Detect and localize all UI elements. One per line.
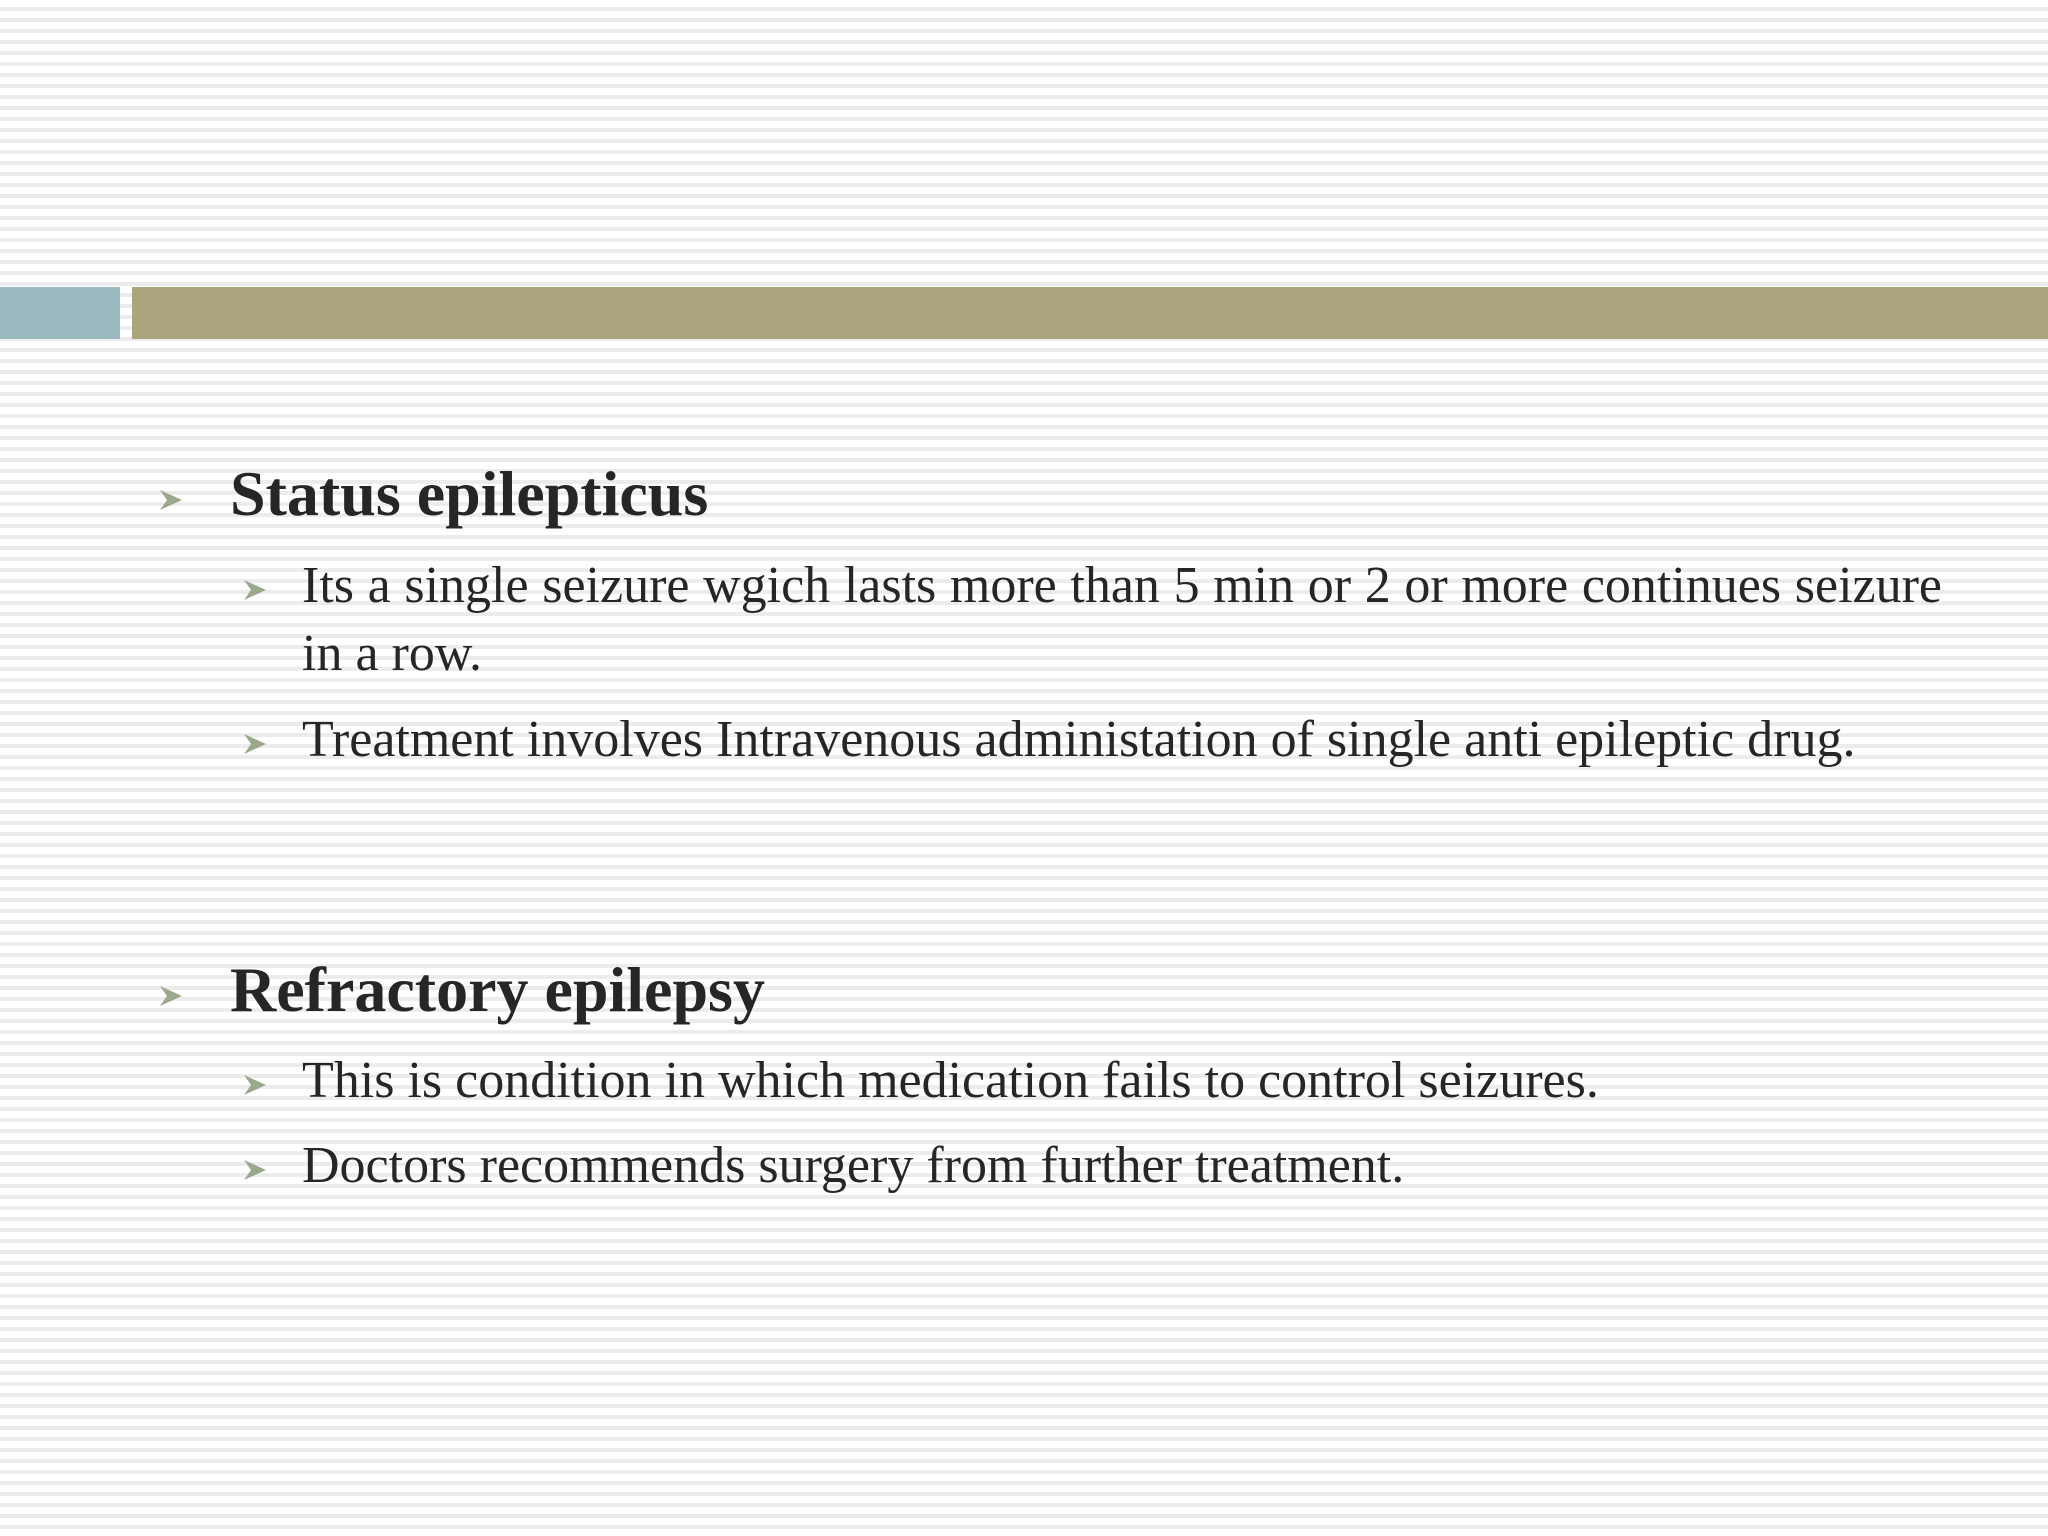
bullet-point-text: This is condition in which medication fails to control seizures.: [302, 1052, 1599, 1109]
arrow-bullet-icon: [242, 1072, 268, 1098]
arrow-bullet-icon: [158, 983, 184, 1009]
title-bar: [132, 287, 2048, 339]
arrow-bullet-icon: [242, 731, 268, 757]
arrow-bullet-icon: [242, 577, 268, 603]
section-heading-status-epilepticus: Status epilepticus: [230, 458, 709, 529]
section-heading-refractory-epilepsy: Refractory epilepsy: [230, 954, 765, 1025]
arrow-bullet-icon: [242, 1157, 268, 1183]
accent-block: [0, 287, 120, 339]
bullet-point-text: Treatment involves Intravenous administation of single anti epileptic drug.: [302, 711, 1856, 768]
bullet-point-text: Its a single seizure wgich lasts more than 5 min or 2 or more continues seizure in a row.: [302, 557, 1942, 682]
bullet-point-text: Doctors recommends surgery from further treatment.: [302, 1137, 1405, 1194]
arrow-bullet-icon: [158, 487, 184, 513]
